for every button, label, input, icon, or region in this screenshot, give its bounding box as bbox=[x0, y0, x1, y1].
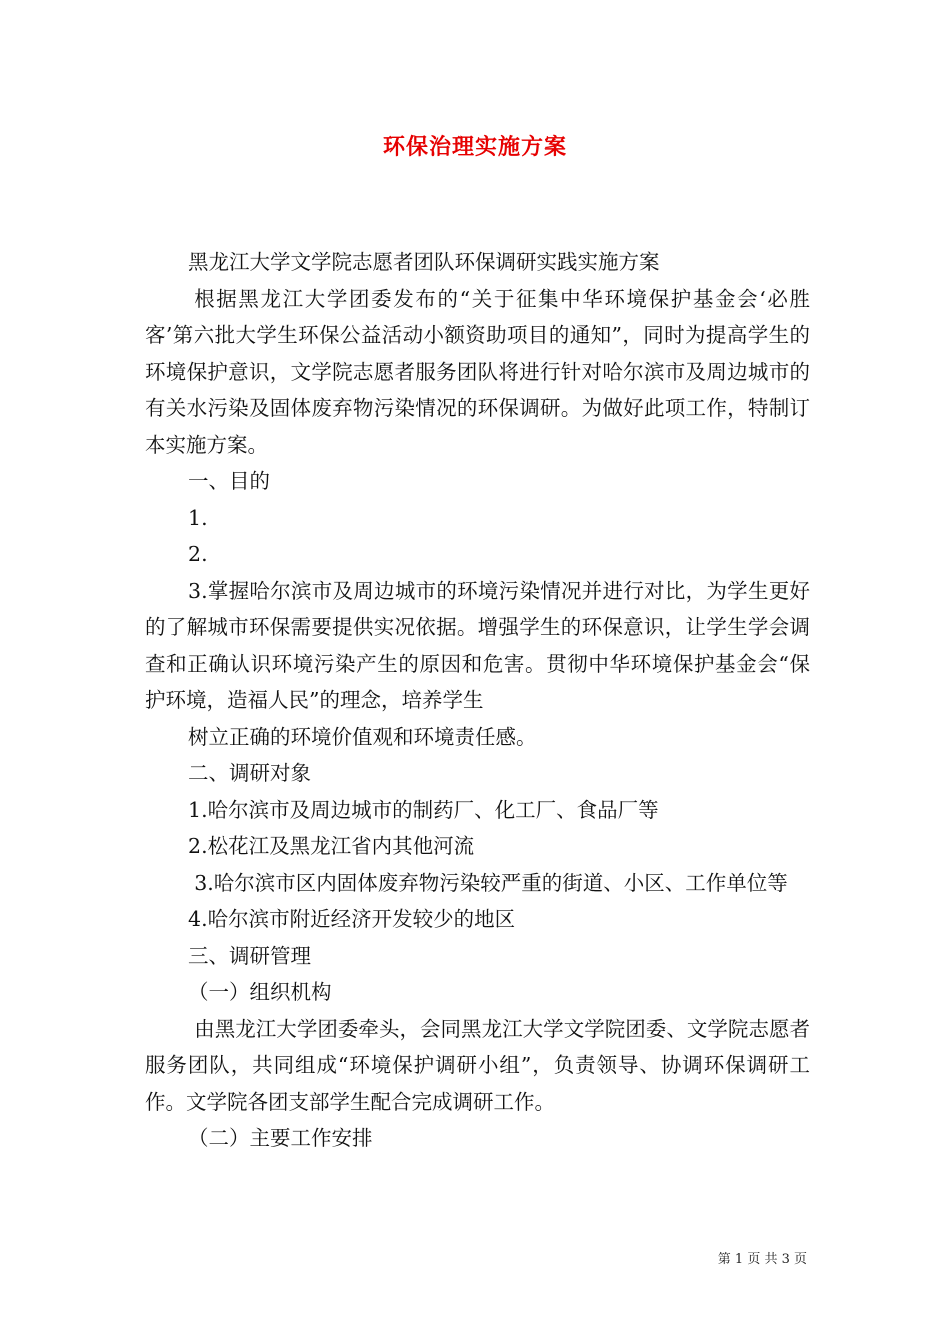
list-item-target-3: 3.哈尔滨市区内固体废弃物污染较严重的街道、小区、工作单位等 bbox=[194, 870, 788, 895]
subsection-heading-work-plan: （二）主要工作安排 bbox=[188, 1126, 373, 1150]
list-item-target-2: 2.松花江及黑龙江省内其他河流 bbox=[188, 834, 475, 858]
document-title: 环保治理实施方案 bbox=[382, 134, 567, 160]
section-heading-management: 三、调研管理 bbox=[188, 943, 312, 968]
section-heading-targets: 二、调研对象 bbox=[188, 761, 312, 785]
paragraph-continuation: 树立正确的环境价值观和环境责任感。 bbox=[188, 724, 537, 749]
subsection-heading-organization: （一）组织机构 bbox=[188, 980, 332, 1004]
list-item-purpose-1: 1. bbox=[188, 505, 208, 530]
list-item-purpose-2: 2. bbox=[188, 542, 208, 566]
list-item-target-1: 1.哈尔滨市及周边城市的制药厂、化工厂、食品厂等 bbox=[188, 797, 659, 822]
paragraph-subtitle: 黑龙江大学文学院志愿者团队环保调研实践实施方案 bbox=[188, 250, 660, 274]
paragraph-organization: 由黑龙江大学团委牵头，会同黑龙江大学文学院团委、文学院志愿者服务团队，共同组成“环境保护调研小组”，负责领导、协调环保调研工作。文学院各团支部学生配合完成调研工作。 bbox=[145, 1016, 810, 1114]
list-item-purpose-3: 3.掌握哈尔滨市及周边城市的环境污染情况并进行对比，为学生更好的了解城市环保需要提供实况依据。增强学生的环保意识，让学生学会调查和正确认识环境污染产生的原因和危害。贯彻中华环境保护基金会“保护环境，造福人民”的理念，培养学生 bbox=[145, 578, 810, 712]
document-body bbox=[145, 244, 810, 1157]
section-heading-purpose: 一、目的 bbox=[188, 469, 271, 493]
list-item-target-4: 4.哈尔滨市附近经济开发较少的地区 bbox=[188, 907, 516, 931]
page-number: 第 1 页 共 3 页 bbox=[717, 1252, 807, 1267]
paragraph-intro: 根据黑龙江大学团委发布的“关于征集中华环境保护基金会‘必胜客’第六批大学生环保公益活动小额资助项目的通知”，同时为提高学生的环境保护意识，文学院志愿者服务团队将进行针对哈尔滨市及周边城市的有关水污染及固体废弃物污染情况的环保调研。为做好此项工作，特制订本实施方案。 bbox=[145, 286, 810, 457]
